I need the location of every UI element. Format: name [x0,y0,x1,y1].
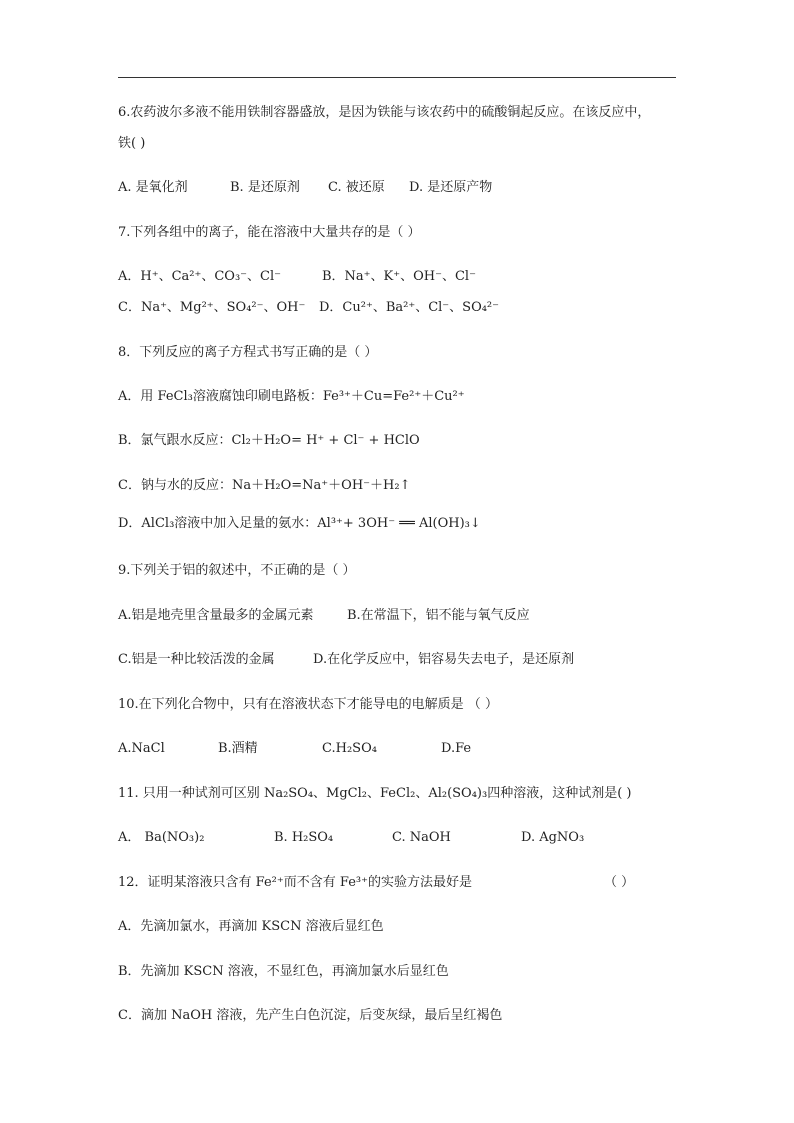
q9-option-c: C.铝是一种比较活泼的金属 [118,652,275,667]
q12-option-b: B．先滴加 KSCN 溶液，不显红色，再滴加氯水后显红色 [118,964,449,979]
q7-option-b: B．Na⁺、K⁺、OH⁻、Cl⁻ [322,269,476,284]
q12-option-c: C．滴加 NaOH 溶液，先产生白色沉淀，后变灰绿，最后呈红褐色 [118,1008,503,1023]
q10-option-b: B.酒精 [218,741,258,756]
q8-option-a: A．用 FeCl₃溶液腐蚀印刷电路板：Fe³⁺＋Cu=Fe²⁺＋Cu²⁺ [118,389,465,404]
q7-option-c: C．Na⁺、Mg²⁺、SO₄²⁻、OH⁻ [118,300,306,315]
q11-option-a: A． Ba(NO₃)₂ [118,830,205,845]
q6-stem-line1: 6.农药波尔多液不能用铁制容器盛放，是因为铁能与该农药中的硫酸铜起反应。在该反应中， [118,105,651,120]
q9-stem: 9.下列关于铝的叙述中，不正确的是（ ） [118,563,356,578]
q11-option-d: D. AgNO₃ [521,830,585,845]
q6-option-b: B. 是还原剂 [230,180,300,195]
header-rule [118,77,676,78]
q10-stem: 10.在下列化合物中，只有在溶液状态下才能导电的电解质是 （ ） [118,697,498,712]
q6-option-d: D. 是还原产物 [409,180,493,195]
q12-stem: 12．证明某溶液只含有 Fe²⁺而不含有 Fe³⁺的实验方法最好是 [118,875,472,890]
q8-option-c: C．钠与水的反应：Na＋H₂O=Na⁺＋OH⁻＋H₂↑ [118,478,411,493]
q9-option-a: A.铝是地壳里含量最多的金属元素 [118,608,314,623]
q8-stem: 8．下列反应的离子方程式书写正确的是（ ） [118,345,378,360]
q7-option-a: A．H⁺、Ca²⁺、CO₃⁻、Cl⁻ [118,269,282,284]
q6-stem-line2: 铁( ) [118,136,146,151]
q11-option-b: B. H₂SO₄ [274,830,334,845]
q9-option-d: D.在化学反应中，铝容易失去电子，是还原剂 [313,652,575,667]
q11-option-c: C. NaOH [392,830,451,845]
q12-option-a: A．先滴加氯水，再滴加 KSCN 溶液后显红色 [118,919,384,934]
q8-option-b: B．氯气跟水反应：Cl₂＋H₂O= H⁺ + Cl⁻ + HClO [118,433,420,448]
q10-option-d: D.Fe [441,741,472,756]
q7-stem: 7.下列各组中的离子，能在溶液中大量共存的是（ ） [118,225,421,240]
q7-option-d: D．Cu²⁺、Ba²⁺、Cl⁻、SO₄²⁻ [319,300,500,315]
q8-option-d: D．AlCl₃溶液中加入足量的氨水：Al³⁺+ 3OH⁻ ══ Al(OH)₃↓ [118,516,481,531]
q10-option-c: C.H₂SO₄ [322,741,377,756]
q6-option-c: C. 被还原 [328,180,385,195]
q9-option-b: B.在常温下，铝不能与氧气反应 [347,608,530,623]
q11-stem: 11. 只用一种试剂可区别 Na₂SO₄、MgCl₂、FeCl₂、Al₂(SO₄)₃四种溶液，这种试剂是( ) [118,786,632,801]
q10-option-a: A.NaCl [118,741,165,756]
q12-answer-bracket: （ ） [604,875,635,890]
q6-option-a: A. 是氧化剂 [118,180,188,195]
